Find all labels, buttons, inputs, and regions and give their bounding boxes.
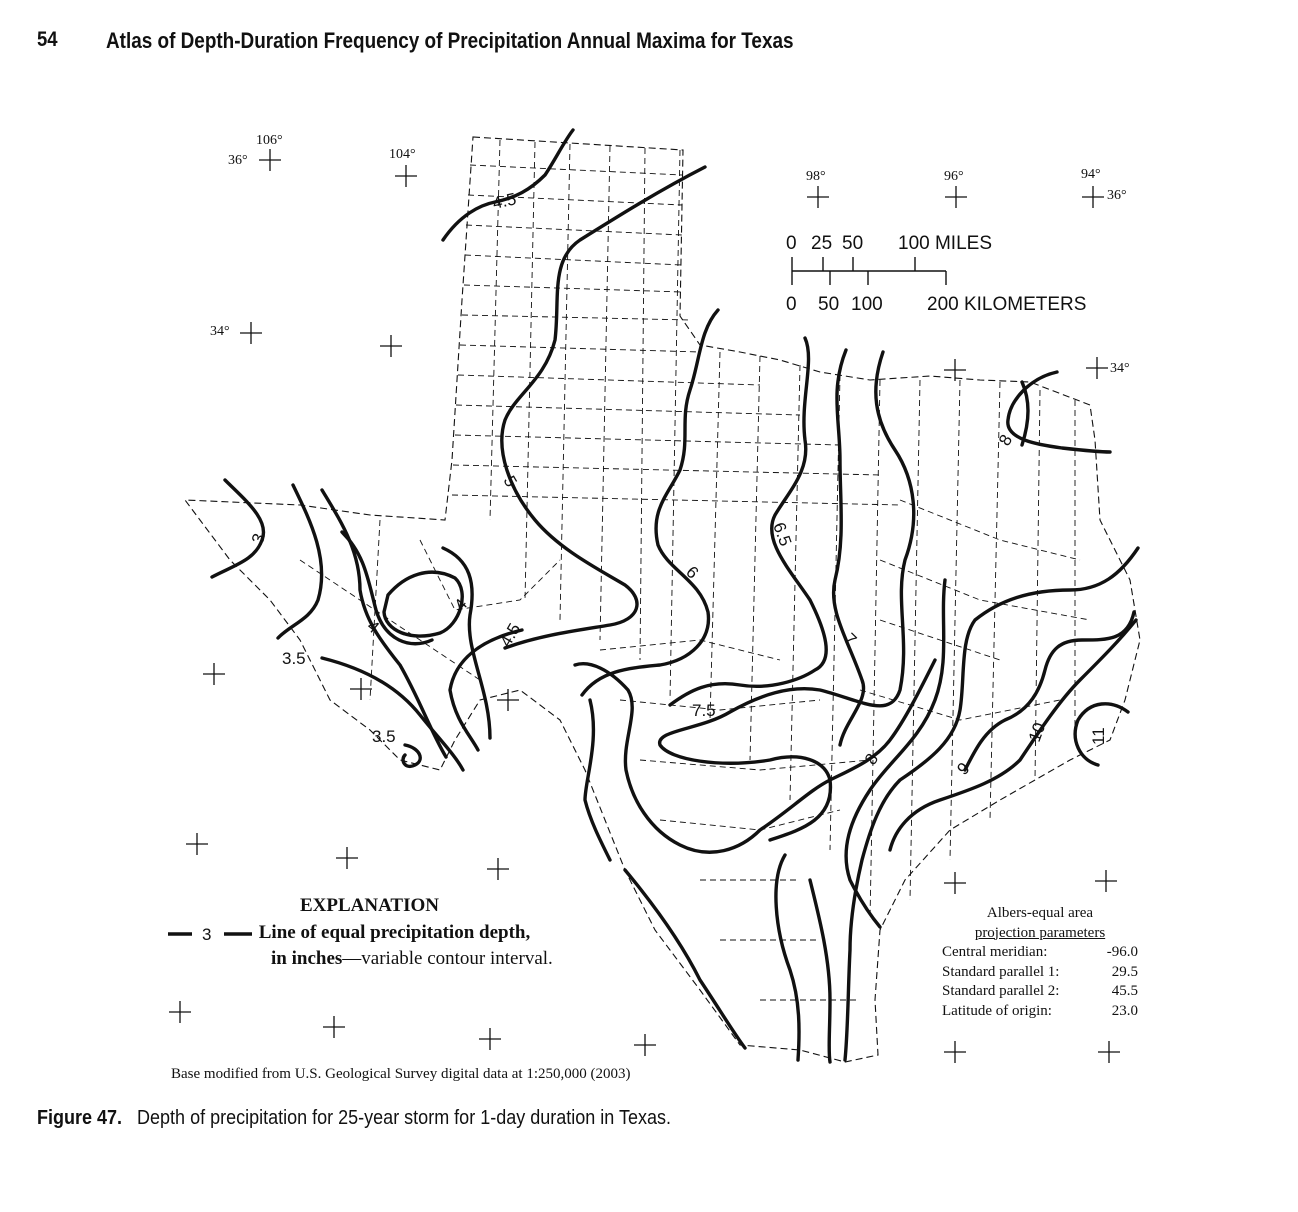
source-note: Base modified from U.S. Geological Survey digital data at 1:250,000 (2003) bbox=[171, 1066, 631, 1082]
contour-label: 8 bbox=[861, 750, 883, 768]
projection-row-label: Standard parallel 2: bbox=[942, 983, 1060, 999]
lon-96-label: 96° bbox=[944, 169, 964, 184]
projection-row-value: 29.5 bbox=[1111, 963, 1138, 980]
scale-bar bbox=[786, 233, 1086, 315]
scale-mi-100: 100 MILES bbox=[898, 233, 992, 254]
lat-36-left-label: 36° bbox=[228, 153, 248, 168]
contour-label: 10 bbox=[1024, 720, 1050, 745]
projection-row-value: 45.5 bbox=[1111, 983, 1138, 999]
lon-94-label: 94° bbox=[1081, 167, 1101, 182]
lon-98-label: 98° bbox=[806, 169, 826, 184]
contour-label: 8 bbox=[995, 431, 1017, 449]
contour-label: 9 bbox=[953, 758, 974, 779]
figure-caption-text: Depth of precipitation for 25-year storm for 1-day duration in Texas. bbox=[137, 1107, 671, 1129]
projection-row-label: Standard parallel 1: bbox=[942, 963, 1060, 980]
contour-label: 3.5 bbox=[282, 649, 306, 668]
scale-km-100: 100 bbox=[851, 294, 883, 315]
lon-106-label: 106° bbox=[256, 133, 283, 148]
projection-row-value: 23.0 bbox=[1111, 1002, 1138, 1019]
lat-34-right-label: 34° bbox=[1110, 361, 1130, 376]
contour-label: 6 bbox=[682, 562, 703, 583]
contour-7 bbox=[834, 350, 864, 745]
contour-4-5-north bbox=[443, 130, 573, 240]
contour-label: 4.5 bbox=[496, 620, 525, 650]
lon-104-label: 104° bbox=[389, 147, 416, 162]
legend-text-line-1: Line of equal precipitation depth, bbox=[258, 922, 531, 943]
scale-km-0: 0 bbox=[786, 294, 797, 315]
page-header-title: Atlas of Depth-Duration Frequency of Precipitation Annual Maxima for Texas bbox=[106, 28, 794, 53]
projection-parameters bbox=[942, 904, 1138, 1021]
projection-title: Albers-equal area bbox=[986, 905, 1094, 921]
scale-mi-25: 25 bbox=[811, 233, 833, 254]
contour-4-loop bbox=[384, 572, 462, 636]
contour-3 bbox=[212, 480, 264, 577]
contour-label: 11 bbox=[1089, 727, 1108, 745]
legend-units-rest: —variable contour interval. bbox=[342, 948, 553, 969]
contour-4-west bbox=[322, 490, 446, 757]
contour-legend-swatch bbox=[168, 924, 254, 944]
page-number: 54 bbox=[37, 28, 58, 51]
explanation-title: EXPLANATION bbox=[300, 895, 439, 916]
scale-km-200: 200 KILOMETERS bbox=[927, 294, 1087, 315]
figure-label: Figure 47. bbox=[37, 1107, 123, 1129]
contour-6 bbox=[582, 310, 718, 695]
projection-subtitle: projection parameters bbox=[974, 924, 1106, 941]
explanation-line-2 bbox=[271, 948, 553, 970]
contour-labels bbox=[248, 189, 1108, 778]
contour-9 bbox=[846, 580, 945, 927]
scale-mi-50: 50 bbox=[842, 233, 864, 254]
lat-36-right-label: 36° bbox=[1107, 188, 1127, 203]
contour-11 bbox=[965, 612, 1134, 770]
contour-label: 4 bbox=[363, 616, 383, 638]
contour-label: 3 bbox=[247, 530, 269, 547]
legend-units-bold: in inches bbox=[271, 948, 343, 969]
contour-label: 6.5 bbox=[769, 519, 796, 549]
contour-label: 4.5 bbox=[490, 189, 518, 213]
projection-row bbox=[942, 963, 1138, 983]
scale-km-50: 50 bbox=[818, 294, 840, 315]
contour-5 bbox=[499, 167, 705, 648]
scale-mi-0: 0 bbox=[786, 233, 797, 254]
contour-8-coast bbox=[776, 855, 799, 1060]
contour-3-5-west bbox=[278, 485, 322, 638]
legend-swatch-value: 3 bbox=[202, 924, 212, 944]
contour-8 bbox=[585, 700, 610, 860]
contour-9-coast bbox=[810, 880, 830, 1062]
contour-8-main bbox=[575, 660, 935, 852]
figure-caption bbox=[37, 1107, 671, 1130]
projection-row-label: Latitude of origin: bbox=[942, 1002, 1052, 1019]
projection-row-label: Central meridian: bbox=[942, 944, 1048, 960]
projection-row bbox=[942, 1002, 1138, 1022]
projection-row-value: -96.0 bbox=[1106, 944, 1138, 960]
contour-8-south bbox=[625, 870, 745, 1048]
contour-4-5-west bbox=[342, 532, 432, 644]
projection-row bbox=[942, 982, 1138, 1002]
contour-label: 3.5 bbox=[372, 727, 396, 746]
contour-label: 4 bbox=[450, 595, 472, 615]
explanation-line-1 bbox=[168, 922, 530, 944]
lat-34-left-label: 34° bbox=[210, 324, 230, 339]
contour-label: 7 bbox=[840, 629, 861, 650]
contour-label: 5 bbox=[499, 472, 521, 491]
projection-row bbox=[942, 943, 1138, 963]
contour-label: 7.5 bbox=[692, 701, 716, 720]
